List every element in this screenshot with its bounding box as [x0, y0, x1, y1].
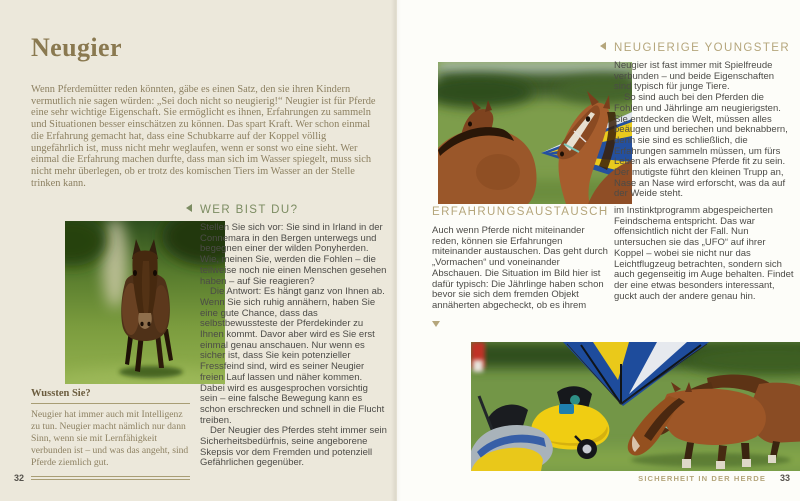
- chapter-title: Neugier: [31, 33, 122, 62]
- section-heading-label: NEUGIERIGE YOUNGSTER: [614, 42, 791, 54]
- section-heading: [186, 204, 387, 216]
- ultralight-illustration: [471, 342, 800, 471]
- triangle-down-icon: [432, 321, 440, 327]
- page-number-right: 33: [780, 473, 791, 483]
- body-paragraph: Der Neugier des Pferdes steht immer sein Sicherheitsbedürfnis, seine angeborene Skepsis vor dem Fremden und potenziell Gefährlichen gegenüber.: [200, 425, 387, 469]
- triangle-left-icon: [186, 204, 192, 212]
- page-gutter: [391, 0, 401, 501]
- body-paragraph: Auch wenn Pferde nicht miteinander reden, können sie Erfahrungen miteinander austauschen. Das geht durch „Vormachen“ und voneinander Abschauen. Die Situation im Bild hier ist dafür typisch: Die Jährlinge haben schon bevor sie sich dem fremden Objekt annäherten abgecheckt, ob es ihrem: [432, 225, 608, 311]
- section-heading-label: WER BIST DU?: [200, 204, 299, 216]
- divider: [31, 403, 190, 404]
- body-paragraph: Die Antwort: Es hängt ganz von Ihnen ab. Wenn Sie sich ruhig annähern, haben Sie eine gute Chance, dass das selbstbewussteste der Pferdekinder zu Ihnen kommt. Davor aber wird es Sie erst einmal genau anschauen. Nur wenn es sicher ist, dass Sie kein potenzieller Fressfeind sind, wird es seiner Neugier freien Lauf lassen und näher kommen. Dabei wird es ausgesprochen vorsichtig sein – eine falsche Bewegung kann es schon erschrecken und schnell in die Flucht treiben.: [200, 286, 385, 426]
- section-heading: [600, 42, 794, 54]
- body-paragraph: So sind auch bei den Pferden die Fohlen und Jährlinge am neugierigsten. Sie entdecken die Welt, müssen alles beäugen und beriechen und beknabbern, denn sie sind es schließlich, die Erfahrungen sammeln müssen, um fürs Leben als erwachsene Pferde fit zu sein. Der mutigste führt den kleinen Trupp an, Nase an Nase wird erforscht, was da auf der Weide steht.: [614, 92, 788, 200]
- page-number-left: 32: [14, 473, 25, 483]
- wussten-sie-box: [31, 388, 190, 480]
- double-divider: [31, 476, 190, 480]
- body-paragraph: im Instinktprogramm abgespeicherten Feindschema entspricht. Das war offensichtlich nicht der Fall. Nun untersuchen sie das „UFO“ auf ihrer Koppel – wobei sie nicht nur das Leichtflugzeug betrachten, sondern sich auch gegenseitig im Auge behalten. Findet der eine etwas besonders interessant, guckt auch der andere genau hin.: [614, 205, 794, 302]
- body-paragraph: Stellen Sie sich vor: Sie sind in Irland in der Connemara in den Bergen unterwegs und begegnen einer der wilden Ponyherden. Wie, meinen Sie, werden die Fohlen – die teilweise noch nie einen Menschen gesehen haben – auf Sie reagieren?: [200, 222, 387, 287]
- chapter-intro: Wenn Pferdemütter reden könnten, gäbe es einen Satz, den sie ihren Kindern vermutlich nie sagen würden: „Sei doch nicht so neugierig!“ Neugier ist für Pferde eine sehr wichtige Eigenschaft. Sie ermöglicht es ihnen, Erfahrungen zu sammeln und Situationen besser einschätzen zu können. Das spart Kraft. Wer schon einmal die Erfahrung gemacht hat, dass eine Schubkarre auf der Koppel völlig ungefährlich ist, muss nicht mehr weglaufen, wenn er sonst wo eine sieht. Wer einmal die Erfahrung machen durfte, dass man sich im Wasser spiegelt, muss sich nicht mehr überlegen, ob er trotz des komischen Tiers im Wasser an der Stelle trinken kann.: [31, 84, 376, 189]
- section-heading-label: ERFAHRUNGSAUSTAUSCH: [432, 206, 609, 218]
- running-footer: SICHERHEIT IN DER HERDE: [638, 474, 766, 483]
- section-erfahrungsaustausch: [432, 206, 609, 327]
- body-paragraph: Neugier ist fast immer mit Spielfreude verbunden – und beide Eigenschaften sind typisch für junge Tiere.: [614, 60, 775, 93]
- wussten-sie-body: Neugier hat immer auch mit Intelligenz zu tun. Neugier macht nämlich nur dann Sinn, wenn sie mit Lernfähigkeit verbunden ist – und was das angeht, sind Pferde ziemlich gut.: [31, 409, 189, 469]
- section-wer-bist-du: [200, 204, 387, 469]
- section-neugierige-youngster: [600, 42, 794, 200]
- section-continuation: [614, 206, 797, 302]
- ultralight-aircraft-horses-photo: [471, 342, 800, 471]
- wussten-sie-heading: Wussten Sie?: [31, 388, 91, 399]
- triangle-left-icon: [600, 42, 606, 50]
- section-heading: [432, 206, 609, 218]
- left-page: [0, 0, 397, 501]
